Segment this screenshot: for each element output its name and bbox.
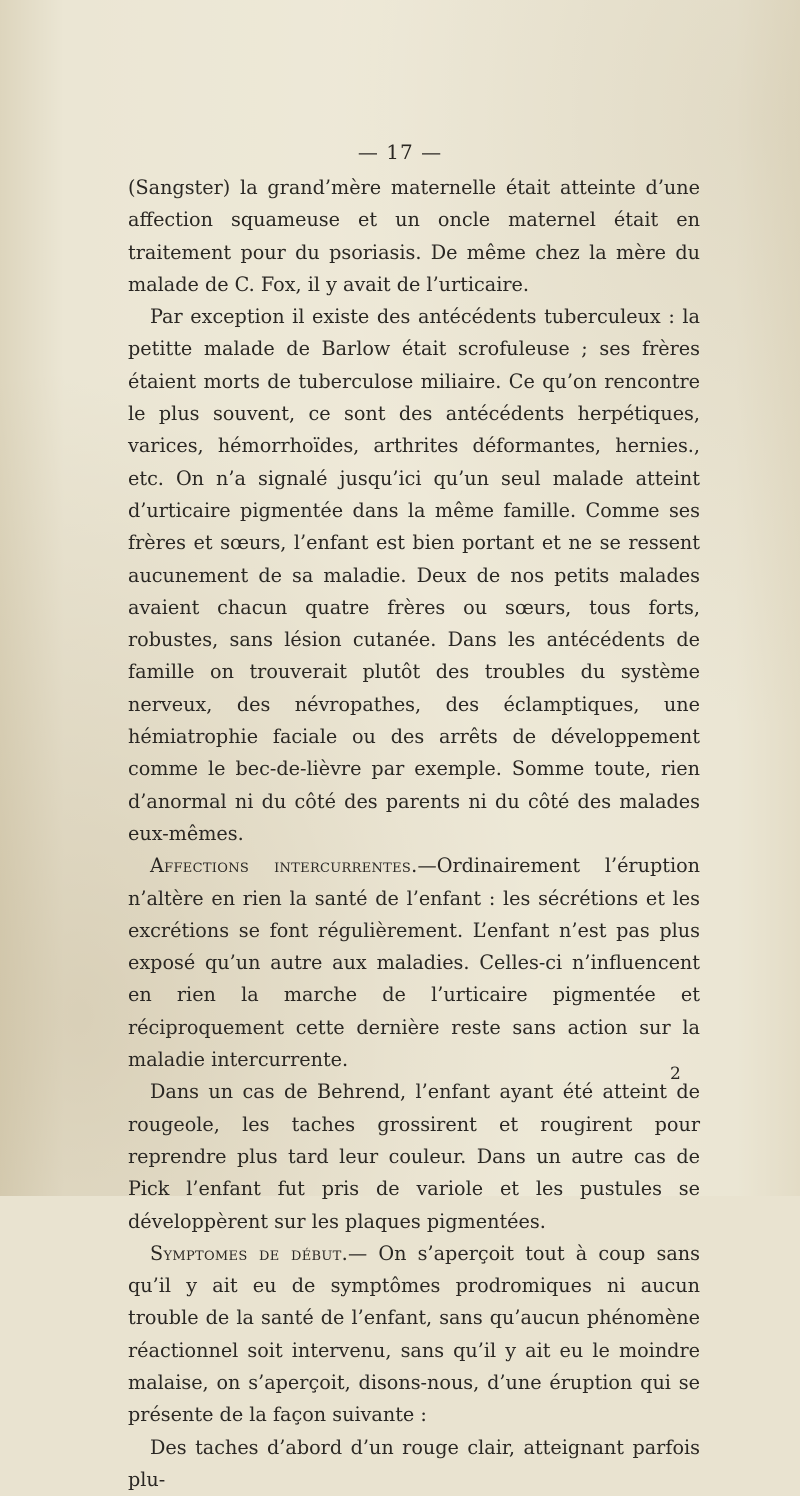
paragraph-1 (128, 172, 700, 301)
paragraph-2-text: Par exception il existe des antécédents tuberculeux : la petitte malade de Barlow était scrofuleuse ; ses frères étaient morts de tuberculose miliaire. Ce qu’on rencontre le plus souvent, ce sont des antécédents herpétiques, varices, hémorrhoïdes, arthrites déformantes, hernies., etc. On n’a signalé jusqu’ici qu’un seul malade atteint d’urticaire pigmentée dans la même famille. Comme ses frères et sœurs, l’enfant est bien portant et ne se ressent aucunement de sa maladie. Deux de nos petits malades avaient chacun quatre frères ou sœurs, tous forts, robustes, sans lésion cutanée. Dans les antécédents de famille on trouverait plutôt des troubles du système nerveux, des névropathes, des éclamptiques, une hémiatrophie faciale ou des arrêts de développement comme le bec-de-lièvre par exemple. Somme toute, rien d’anormal ni du côté des parents ni du côté des malades eux-mêmes. (128, 305, 700, 845)
paragraph-6-text: Des taches d’abord d’un rouge clair, atteignant parfois plu- (128, 1435, 700, 1491)
paragraph-5-text: — On s’aperçoit tout à coup sans qu’il y ait eu de symptômes prodromiques ni aucun trouble de la santé de l’enfant, sans qu’aucun phénomène réactionnel soit intervenu, sans qu’il y ait eu le moindre malaise, on s’aperçoit, disons-nous, d’une éruption qui se présente de la façon suivante : (128, 1241, 700, 1427)
paragraph-5 (128, 1238, 700, 1432)
paragraph-1-text: (Sangster) la grand’mère maternelle était atteinte d’une affection squameuse et un oncle maternel était en traitement pour du psoriasis. De même chez la mère du malade de C. Fox, il y avait de l’urticaire. (128, 176, 700, 296)
paragraph-3-text: —Ordinairement l’éruption n’altère en rien la santé de l’enfant : les sécrétions et les excrétions se font régulièrement. L’enfant n’est pas plus exposé qu’un autre aux maladies. Celles-ci n’influencent en rien la marche de l’urticaire pigmentée et réciproquement cette dernière reste sans action sur la maladie intercurrente. (128, 854, 700, 1072)
section-heading-symptomes-de-debut: Symptomes de début. (150, 1241, 349, 1265)
paragraph-4 (128, 1076, 700, 1237)
section-heading-affections-intercurrentes: Affections intercurrentes. (150, 854, 418, 878)
paragraph-6 (128, 1432, 700, 1496)
signature-mark: 2 (670, 1064, 681, 1084)
page-number: — 17 — (357, 140, 443, 164)
paragraph-3 (128, 850, 700, 1076)
paragraph-2 (128, 301, 700, 850)
body-text (128, 172, 700, 1496)
paragraph-4-text: Dans un cas de Behrend, l’enfant ayant été atteint de rougeole, les taches grossirent et rougirent pour reprendre plus tard leur couleur. Dans un autre cas de Pick l’enfant fut pris de variole et les pustules se développèrent sur les plaques pigmentées. (128, 1080, 700, 1233)
